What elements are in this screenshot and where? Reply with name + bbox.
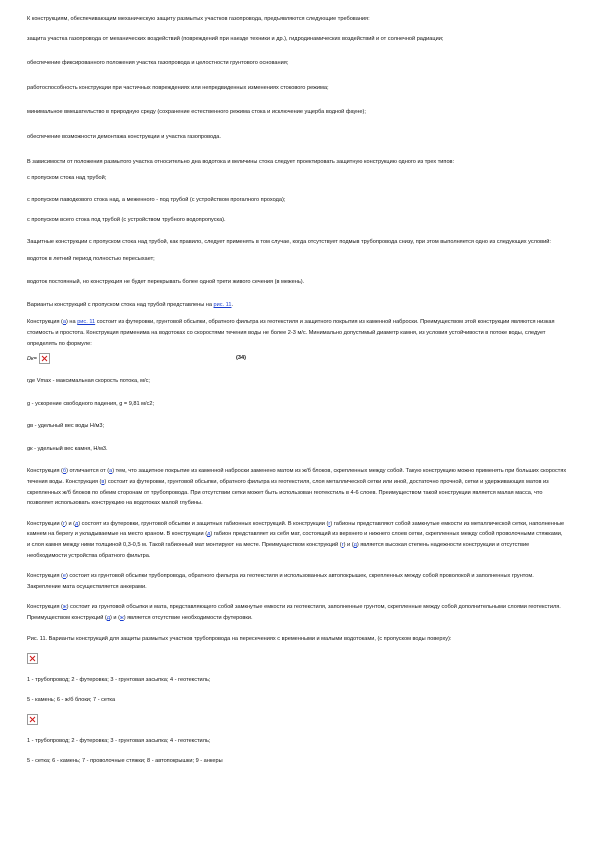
paragraph — [27, 317, 567, 349]
formula — [27, 353, 567, 364]
variant-link[interactable]: ж — [119, 615, 124, 621]
variant-link[interactable]: е — [62, 573, 67, 580]
paragraph: обеспечение возможности демонтажа конструкции и участка газопровода. — [27, 133, 221, 140]
figure-image — [27, 714, 567, 726]
text: ) отличается от ( — [66, 468, 110, 475]
paragraph: с пропуском стока над трубой; — [27, 175, 107, 182]
paragraph: где Vmax - максимальная скорость потока, м/с; — [27, 378, 150, 385]
text: Конструкция ( — [27, 319, 63, 326]
paragraph — [27, 571, 567, 592]
variant-link[interactable]: д — [106, 615, 110, 621]
paragraph: работоспособность конструкции при частичных повреждениях или непредвиденных изменениях стокового режима; — [27, 84, 329, 91]
text: ) состоит из футеровки, грунтовой обсыпки, обратного фильтра из геотекстиля, слоя металлической сетки или иной, достаточно прочной, сетки и удерживающих матов из скрепленных ж/б блоков по обеим сторонам от трубопровода. При отсутствии сетки может быть использован геотекстиль в 4-6 слоев. Преимуществом такой конструкции является малая масса, что позволяет использовать конструкцию на водотоках малой глубины. — [27, 479, 549, 507]
figure-legend: 5 - камень; 6 - ж/б блоки; 7 - сетка — [27, 696, 116, 703]
text: Конструкции ( — [27, 520, 63, 527]
text: ) и ( — [343, 542, 354, 549]
broken-image-icon — [27, 714, 38, 725]
text: ) является отсутствие необходимости футеровки. — [123, 615, 253, 621]
paragraph — [27, 519, 567, 561]
text: ) тем, что защитное покрытие из каменной наброски заменено матом из ж/б блоков, скрепленных между собой. Такую конструкцию можно применять при больших скоростях течения воды. Конструкция ( — [27, 468, 567, 486]
paragraph — [27, 300, 567, 311]
paragraph — [27, 466, 567, 508]
paragraph: обеспечение фиксированного положения участка газопровода и целостности грунтового основания; — [27, 60, 289, 67]
paragraph — [27, 602, 567, 623]
figure-link[interactable]: рис. 11 — [213, 301, 232, 308]
text: ) состоят из футеровки, грунтовой обсыпки и защитных габионных конструкций. В конструкции ( — [78, 520, 329, 527]
variant-link[interactable]: а — [109, 468, 113, 475]
variant-link[interactable]: г — [62, 520, 66, 527]
text: ) является высокая степень надежности конструкции и отсутствие необходимости устройства обратного фильтра. — [27, 542, 530, 559]
text: ) состоит из грунтовой обсыпки трубопровода, обратного фильтра из геотекстиля и использованных автопокрышек, скрепленных между собой проволокой и заполненных грунтом. Закрепление мата осуществляется анкерами. — [27, 573, 534, 590]
document-body — [27, 14, 567, 767]
figure-image — [27, 653, 567, 665]
text: ) габионы представляют собой замкнутые емкости из металлической сетки, наполненные камнем на берегу и укладываемые на место краном. В конструкции ( — [27, 520, 565, 538]
paragraph: защита участка газопровода от механических воздействий (повреждений при наезде техники и др.), гидродинамических воздействий и от солнечной радиации; — [27, 35, 444, 42]
variant-link[interactable]: г — [328, 520, 331, 527]
text: состоит из футеровки, грунтовой обсыпки, обратного фильтра из геотекстиля и защитного покрытия из каменной наброски. Преимуществом этой конструкции являются низкая стоимость и простота. Конструкция применима на водотоках со скоростями течения воды не более 2-3 м/с. Минимально допустимый диаметр камня, из условия устойчивости в потоке воды, следует определять по формуле: — [27, 319, 555, 347]
variant-link[interactable]: д — [353, 542, 357, 549]
figure-legend: 1 - трубопровод; 2 - футеровка; 3 - грунтовая засыпка; 4 - геотекстиль; — [27, 677, 211, 684]
figure-legend: 5 - сетка; 6 - камень; 7 - проволочные стяжки; 8 - автопокрышки; 9 - анкеры — [27, 757, 223, 764]
paragraph: В зависимости от положения размытого участка относительно дна водотока и величины стока следует проектировать защитную конструкцию одного из трех типов: — [27, 158, 455, 165]
paragraph: gв - удельный вес воды Н/м3; — [27, 423, 105, 430]
broken-image-icon — [39, 353, 50, 364]
paragraph: g - ускорение свободного падения, g = 9,81 м/с2; — [27, 400, 155, 407]
text: Конструкция ( — [27, 573, 63, 580]
figure-caption: Рис. 11. Варианты конструкций для защиты размытых участков трубопровода на пересечениях с временными и малыми водотоками, (с пропуском воды поверху): — [27, 635, 452, 642]
broken-image-icon — [27, 653, 38, 664]
paragraph: с пропуском паводкового стока над, а меженного - под трубой (с устройством прогалного прохода); — [27, 196, 286, 203]
variant-link[interactable]: ж — [62, 604, 67, 611]
text: ) и ( — [65, 520, 75, 527]
variant-link[interactable]: д — [75, 520, 79, 527]
figure-legend: 1 - трубопровод; 2 - футеровка; 3 - грунтовая засыпка; 4 - геотекстиль; — [27, 738, 211, 745]
paragraph: водоток в летний период полностью пересыхает; — [27, 255, 155, 262]
variant-link[interactable]: б — [62, 468, 67, 475]
text: ) состоит из грунтовой обсыпки и мата, представляющего собой замкнутые емкости из геотекстиля, заполненные грунтом, скрепленные между собой дополнительными слоями геотекстиля. Преимуществом конструкций ( — [27, 604, 561, 621]
figure-link[interactable]: рис. 11 — [77, 319, 96, 326]
text: ) на — [66, 319, 78, 326]
variant-link[interactable]: в — [101, 479, 105, 486]
paragraph: gк - удельный вес камня, Н/м3. — [27, 445, 108, 452]
formula-lhs: Dк= — [27, 356, 37, 363]
paragraph: минимальное вмешательство в природную среду (сохранение естественного режима стока и исключение ущерба водной фауне); — [27, 109, 366, 116]
paragraph: К конструкциям, обеспечивающим механическую защиту размытых участков газопровода, предъявляются следующие требования: — [27, 16, 370, 22]
variant-link[interactable]: г — [341, 542, 344, 549]
text: . — [231, 301, 234, 308]
paragraph: Защитные конструкции с пропуском стока над трубой, как правило, следует применять в том случае, когда отсутствует подмыв трубопровода снизу, при этом выполняется одно из следующих условий: — [27, 238, 551, 245]
variant-link[interactable]: а — [62, 319, 67, 326]
text: Варианты конструкций с пропуском стока над трубой представлены на — [27, 301, 214, 308]
paragraph: водоток постоянный, но конструкция не будет перекрывать более одной трети живого сечения (в межень). — [27, 279, 305, 286]
variant-link[interactable]: д — [207, 531, 211, 538]
paragraph: с пропуском всего стока под трубой (с устройством трубного водопропуска). — [27, 217, 226, 224]
text: Конструкция ( — [27, 604, 63, 611]
text: ) и ( — [110, 615, 120, 621]
formula-number: (34) — [236, 355, 246, 362]
text: ) габион представляет из себя мат, состоящий из верхнего и нижнего слоев сетки, скрепленных между собой проволочными стяжками, и слоя камня между ними толщиной 0,3-0,5 м. Такой габионный мат монтируют на месте. Преимуществом конструкций ( — [27, 531, 563, 549]
text: Конструкция ( — [27, 468, 63, 475]
